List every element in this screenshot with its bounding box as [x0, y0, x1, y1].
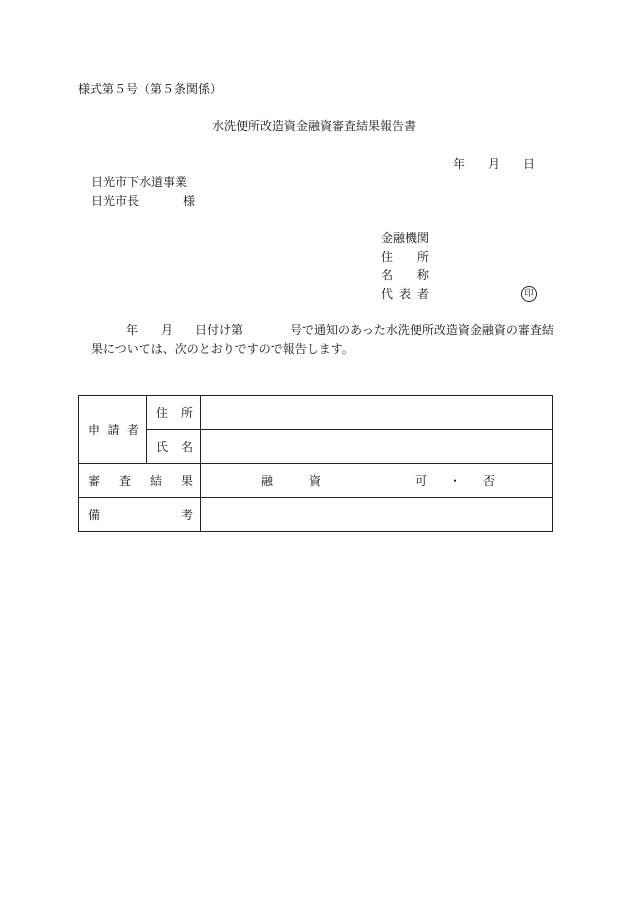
deny-option[interactable]: 否: [483, 474, 496, 488]
result-value-cell: [201, 464, 553, 498]
sender-name-char: 称: [416, 268, 429, 282]
result-label-char: 結: [149, 474, 162, 488]
applicant-address-label-char: 所: [180, 406, 193, 420]
sender-institution: 金融機関: [381, 231, 430, 245]
applicant-label: [79, 421, 146, 438]
report-table: [78, 395, 553, 532]
result-label-char: 審: [88, 474, 101, 488]
applicant-label-char: 請: [107, 423, 120, 437]
document-title: 水洗便所改造資金融資審査結果報告書: [212, 119, 417, 133]
loan-label-char: 資: [309, 474, 322, 488]
remarks-label-cell: [79, 498, 201, 532]
sender-representative: [381, 288, 429, 300]
body-number-part: 号で通知のあった水洗便所改造資金融資の審査結: [290, 323, 554, 337]
sender-name: [381, 269, 429, 281]
applicant-address-field[interactable]: [201, 396, 553, 430]
applicant-address-label-char: 住: [156, 406, 169, 420]
remarks-field[interactable]: [201, 498, 553, 532]
addressee-line1: 日光市下水道事業: [91, 175, 188, 189]
body-month: 月: [161, 323, 174, 337]
result-label-char: 果: [180, 474, 193, 488]
applicant-name-field[interactable]: [201, 430, 553, 464]
sender-address-char: 所: [416, 250, 429, 264]
date-year: 年: [453, 157, 466, 171]
date-month: 月: [488, 157, 501, 171]
applicant-label-cell: [79, 396, 147, 464]
applicant-name-label: [147, 438, 200, 455]
body-line2: 果については、次のとおりですので報告します。: [91, 342, 354, 356]
date-day: 日: [523, 157, 536, 171]
approve-option[interactable]: 可: [415, 474, 428, 488]
result-label-cell: [79, 464, 201, 498]
remarks-label-char: 備: [88, 508, 101, 522]
loan-label-char: 融: [261, 474, 274, 488]
applicant-name-label-cell: [147, 430, 201, 464]
applicant-address-label: [147, 404, 200, 421]
body-date-part: 日付け第: [195, 323, 244, 337]
sender-representative-char: 者: [416, 287, 429, 301]
applicant-name-label-char: 名: [180, 440, 193, 454]
option-separator: ・: [449, 474, 462, 488]
seal-mark: 印: [521, 286, 537, 302]
applicant-label-char: 者: [126, 423, 139, 437]
remarks-label-char: 考: [180, 508, 193, 522]
addressee-line2-prefix: 日光市長: [91, 194, 140, 208]
sender-address-char: 住: [381, 250, 394, 264]
sender-name-char: 名: [381, 268, 394, 282]
sender-address: [381, 251, 429, 263]
sender-representative-char: 表: [398, 287, 411, 301]
applicant-address-label-cell: [147, 396, 201, 430]
result-label-char: 査: [118, 474, 131, 488]
applicant-name-label-char: 氏: [156, 440, 169, 454]
sender-representative-char: 代: [381, 287, 394, 301]
result-label: [79, 472, 200, 489]
form-number: 様式第５号（第５条関係）: [78, 82, 223, 96]
applicant-label-char: 申: [88, 423, 101, 437]
addressee-line2-suffix: 様: [183, 194, 196, 208]
body-year: 年: [126, 323, 139, 337]
remarks-label: [79, 506, 200, 523]
